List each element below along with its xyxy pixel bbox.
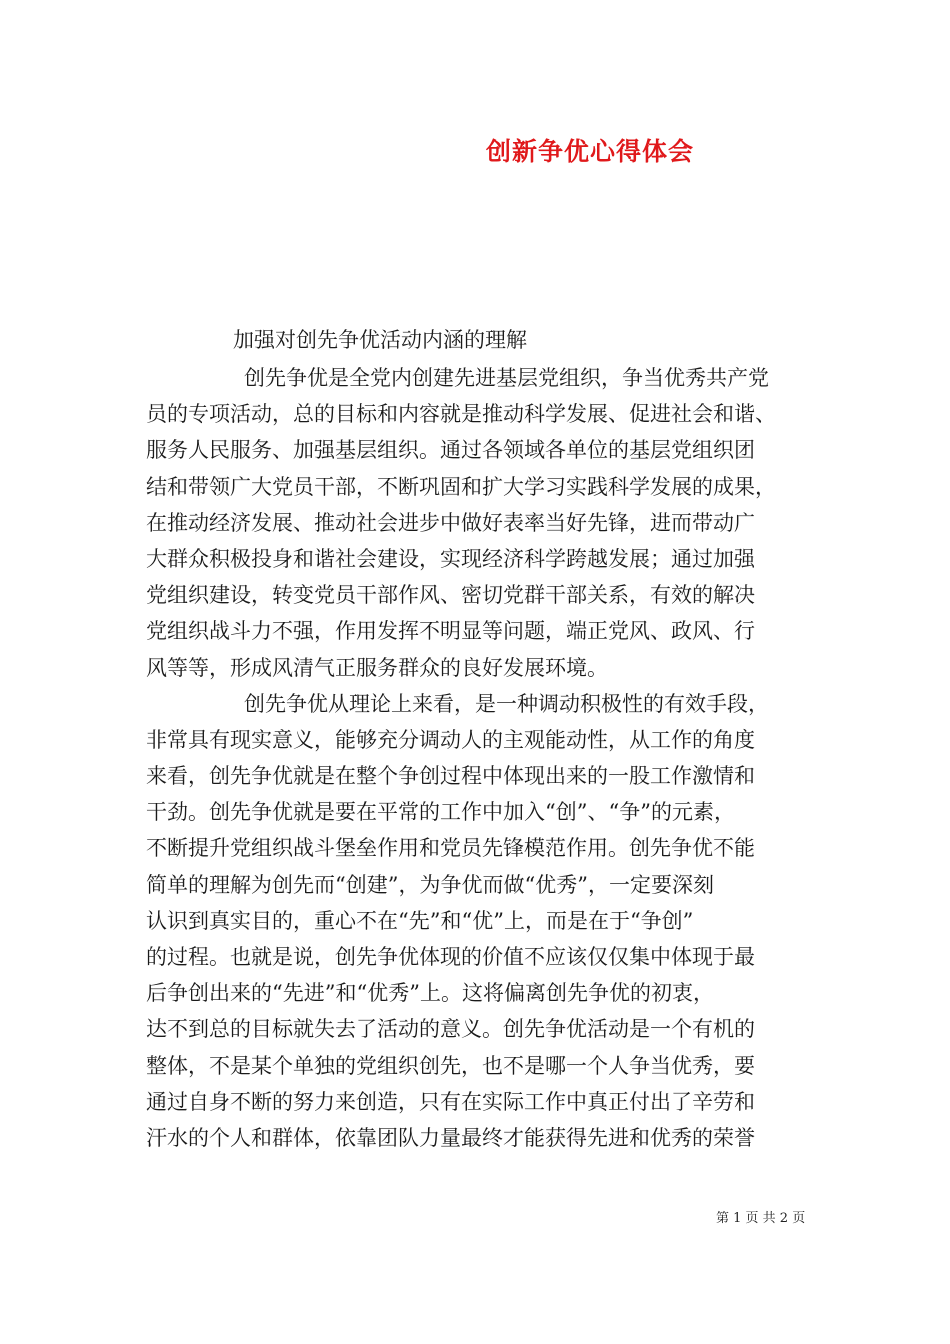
paragraph-line: 认识到真实目的，重心不在“先”和“优”上，而是在于“争创”: [146, 908, 694, 933]
paragraph-line: 员的专项活动，总的目标和内容就是推动科学发展、促进社会和谐、: [146, 402, 776, 427]
paragraph-line: 达不到总的目标就失去了活动的意义。创先争优活动是一个有机的: [146, 1017, 755, 1042]
paragraph-line: 汗水的个人和群体，依靠团队力量最终才能获得先进和优秀的荣誉: [146, 1125, 755, 1150]
paragraph-line: 服务人民服务、加强基层组织。通过各领域各单位的基层党组织团: [146, 438, 755, 463]
paragraph-line: 整体，不是某个单独的党组织创先，也不是哪一个人争当优秀，要: [146, 1053, 755, 1078]
page-number-footer: 第 1 页 共 2 页: [716, 1211, 806, 1226]
body-text: [146, 360, 806, 1156]
paragraph-line: 来看，创先争优就是在整个争创过程中体现出来的一股工作激情和: [146, 764, 755, 789]
paragraph-line: 风等等，形成风清气正服务群众的良好发展环境。: [146, 655, 608, 680]
paragraph-line: 非常具有现实意义，能够充分调动人的主观能动性，从工作的角度: [146, 727, 755, 752]
paragraph-line: 干劲。创先争优就是要在平常的工作中加入“创”、“争”的元素，: [146, 800, 735, 825]
paragraph-line: 后争创出来的“先进”和“优秀”上。这将偏离创先争优的初衷，: [146, 981, 714, 1006]
paragraph-line: 创先争优从理论上来看，是一种调动积极性的有效手段，: [244, 691, 769, 716]
paragraph-line: 结和带领广大党员干部，不断巩固和扩大学习实践科学发展的成果，: [146, 474, 776, 499]
section-heading: 加强对创先争优活动内涵的理解: [233, 328, 527, 352]
document-title: 创新争优心得体会: [486, 137, 695, 166]
paragraph-line: 党组织战斗力不强，作用发挥不明显等问题，端正党风、政风、行: [146, 619, 755, 644]
paragraph-line: 的过程。也就是说，创先争优体现的价值不应该仅仅集中体现于最: [146, 945, 755, 969]
paragraph-line: 创先争优是全党内创建先进基层党组织，争当优秀共产党: [244, 366, 769, 390]
paragraph-line: 党组织建设，转变党员干部作风、密切党群干部关系，有效的解决: [146, 583, 755, 608]
paragraph-line: 简单的理解为创先而“创建”，为争优而做“优秀”，一定要深刻: [146, 872, 714, 897]
paragraph-line: 在推动经济发展、推动社会进步中做好表率当好先锋，进而带动广: [146, 510, 755, 535]
paragraph-line: 不断提升党组织战斗堡垒作用和党员先锋模范作用。创先争优不能: [146, 836, 755, 861]
paragraph-line: 通过自身不断的努力来创造，只有在实际工作中真正付出了辛劳和: [146, 1089, 755, 1114]
paragraph-line: 大群众积极投身和谐社会建设，实现经济科学跨越发展；通过加强: [146, 546, 755, 571]
